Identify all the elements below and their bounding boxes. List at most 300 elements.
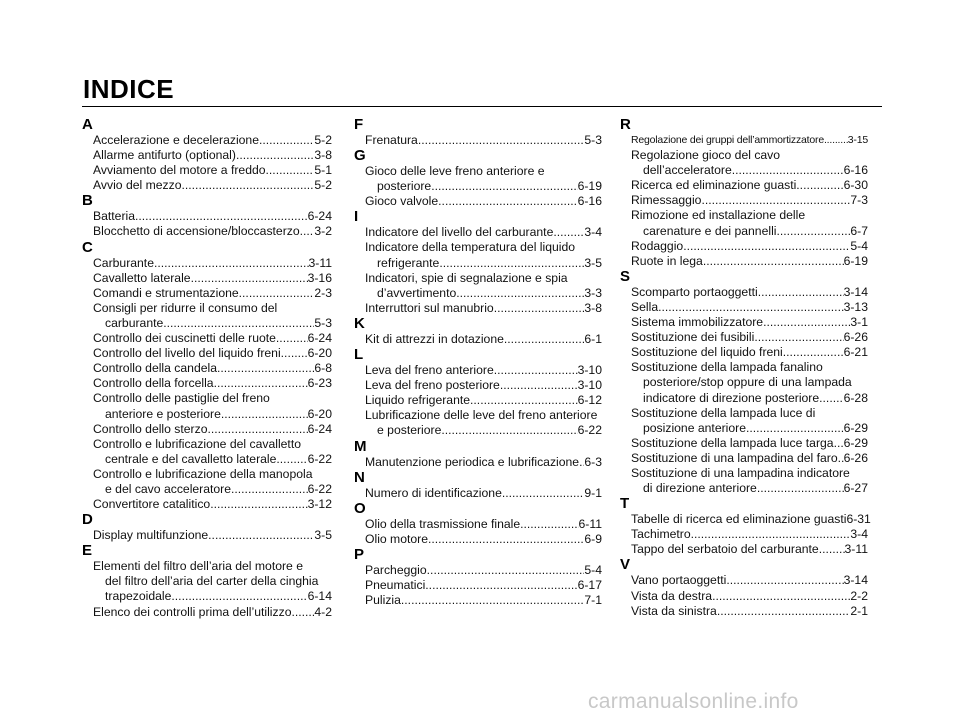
section-letter: F — [354, 116, 364, 133]
dot-leader — [239, 286, 315, 301]
index-entry — [354, 194, 604, 209]
page-ref: 6-16 — [843, 163, 868, 178]
page-ref: 6-14 — [307, 589, 332, 604]
page-ref: 3-2 — [314, 224, 332, 239]
dot-leader — [266, 163, 315, 178]
page-ref: 3-8 — [314, 148, 332, 163]
index-section — [354, 501, 604, 547]
page-ref: 3-16 — [307, 270, 332, 285]
page-ref: 5-3 — [584, 133, 602, 147]
page-ref: 3-1 — [850, 315, 868, 330]
dot-leader — [217, 361, 314, 376]
index-entry — [82, 467, 334, 497]
entry-text: carenature e dei pannelli — [643, 223, 777, 238]
index-entry — [82, 559, 334, 604]
index-section — [82, 512, 334, 543]
entry-text: Comandi e strumentazione — [93, 285, 239, 300]
index-entry — [354, 578, 604, 593]
page-ref: 6-21 — [843, 345, 868, 360]
index-column-2 — [354, 117, 604, 608]
index-entry — [620, 239, 870, 254]
index-section — [620, 496, 870, 557]
dot-leader — [171, 589, 307, 604]
index-entry — [354, 393, 604, 408]
page-ref: 3-15 — [847, 134, 868, 146]
index-section — [82, 193, 334, 239]
entry-text: refrigerante — [377, 255, 440, 270]
dot-leader — [494, 301, 585, 316]
entry-text: Interruttori sul manubrio — [365, 300, 494, 315]
entry-text: Vista da sinistra — [631, 603, 717, 618]
entry-text: Elenco dei controlli prima dell’utilizzo — [93, 604, 292, 619]
dot-leader — [758, 285, 844, 300]
entry-text: Lubrificazione delle leve del freno anteriore — [365, 408, 598, 423]
section-letter: S — [620, 267, 631, 285]
entry-text: Elementi del filtro dell’aria del motore e — [93, 559, 303, 574]
index-entry — [82, 376, 334, 391]
section-letter: C — [82, 238, 93, 256]
index-section — [82, 240, 334, 513]
index-entry — [82, 301, 334, 331]
page-ref: 6-20 — [307, 346, 332, 361]
entry-text: Ruote in lega — [631, 253, 703, 268]
index-entry — [82, 271, 334, 286]
entry-text: Controllo dei cuscinetti delle ruote — [93, 331, 276, 346]
index-entry — [82, 163, 334, 178]
index-entry — [620, 527, 870, 542]
index-section — [354, 316, 604, 347]
entry-text: posteriore/stop oppure di una lampada — [643, 375, 852, 390]
dot-leader — [776, 224, 850, 239]
entry-text: Rimessaggio — [631, 193, 702, 208]
index-entry — [82, 605, 334, 620]
entry-text: Batteria — [93, 209, 136, 224]
entry-text: Allarme antifurto (optional) — [93, 148, 236, 163]
entry-text: Manutenzione periodica e lubrificazione — [365, 454, 580, 469]
index-entry — [354, 332, 604, 347]
page-ref: 6-29 — [843, 435, 868, 450]
dot-leader — [520, 517, 578, 532]
index-entry — [620, 573, 870, 588]
index-entry — [620, 300, 870, 315]
index-entry — [354, 225, 604, 240]
index-entry — [620, 436, 870, 451]
index-entry — [354, 271, 604, 301]
entry-text: Indicatore del livello del carburante — [365, 225, 554, 240]
dot-leader — [757, 481, 844, 496]
index-entry — [354, 301, 604, 316]
entry-text: Cavalletto laterale — [93, 270, 191, 285]
page-ref: 6-3 — [584, 454, 602, 469]
index-entry — [82, 148, 334, 163]
index-entry — [620, 512, 870, 527]
index-entry — [620, 451, 870, 466]
entry-text: Controllo del livello del liquido freni — [93, 346, 281, 361]
index-entry — [620, 193, 870, 208]
entry-text: Consigli per ridurre il consumo del — [93, 300, 278, 315]
section-letter: K — [354, 314, 365, 332]
page-ref: 6-29 — [843, 420, 868, 435]
section-letter: I — [354, 208, 359, 226]
section-letter: O — [354, 499, 366, 517]
watermark: carmanualsonline.info — [588, 690, 799, 713]
dot-leader — [456, 286, 584, 301]
dot-leader — [553, 225, 584, 240]
page-ref: 6-20 — [307, 406, 332, 421]
entry-text: e del cavo acceleratore — [105, 481, 232, 496]
page-ref: 5-2 — [314, 133, 332, 147]
entry-text: Accelerazione e decelerazione — [93, 133, 259, 147]
index-section — [620, 117, 870, 269]
entry-text: Sistema immobilizzatore — [631, 315, 764, 330]
index-section — [354, 117, 604, 148]
entry-text: Regolazione gioco del cavo — [631, 148, 781, 163]
page-ref: 6-8 — [314, 361, 332, 376]
page-ref: 6-16 — [577, 194, 602, 209]
dot-leader — [425, 578, 577, 593]
index-entry — [620, 345, 870, 360]
dot-leader — [221, 407, 308, 422]
entry-text: Controllo della candela — [93, 361, 217, 376]
page-ref: 6-19 — [843, 253, 868, 268]
entry-text: Leva del freno anteriore — [365, 363, 494, 378]
page-ref: 5-3 — [314, 315, 332, 330]
entry-text: Display multifunzione — [93, 528, 209, 543]
page-ref: 6-17 — [577, 577, 602, 592]
page-ref: 2-1 — [850, 603, 868, 618]
index-entry — [82, 528, 334, 543]
index-section — [82, 543, 334, 619]
index-entry — [620, 148, 870, 178]
page-ref: 3-12 — [307, 497, 332, 512]
dot-leader — [428, 532, 584, 547]
page-ref: 7-1 — [584, 593, 602, 608]
dot-leader — [207, 422, 307, 437]
section-letter: R — [620, 116, 631, 133]
section-letter: L — [354, 346, 364, 364]
page-ref: 6-12 — [577, 393, 602, 408]
dot-leader — [438, 194, 577, 209]
index-section — [354, 547, 604, 608]
entry-text: Sella — [631, 299, 659, 314]
entry-text: centrale e del cavalletto laterale — [105, 451, 277, 466]
entry-text: Gioco valvole — [365, 194, 439, 209]
page-ref: 3-14 — [843, 284, 868, 299]
entry-text: Sostituzione della lampada luce targa — [631, 435, 834, 450]
dot-leader — [427, 563, 585, 578]
page-ref: 3-5 — [314, 528, 332, 543]
entry-text: indicatore di direzione posteriore — [643, 390, 820, 405]
title-divider — [82, 106, 882, 107]
entry-text: Olio motore — [365, 531, 428, 546]
section-letter: P — [354, 545, 365, 563]
section-letter: D — [82, 511, 93, 529]
index-entry — [620, 406, 870, 436]
page-ref: 6-7 — [850, 223, 868, 238]
dot-leader — [732, 163, 844, 178]
index-entry — [620, 466, 870, 496]
section-letter: G — [354, 147, 366, 165]
dot-leader — [259, 133, 314, 148]
dot-leader — [135, 209, 308, 224]
page-ref: 3-13 — [843, 299, 868, 314]
index-entry — [354, 164, 604, 194]
index-entry — [354, 593, 604, 608]
entry-text: Liquido refrigerante — [365, 393, 471, 408]
index-entry — [354, 240, 604, 270]
page-ref: 6-22 — [307, 481, 332, 496]
entry-text: trapezoidale — [105, 589, 172, 604]
index-section — [620, 269, 870, 496]
dot-leader — [703, 254, 844, 269]
page-ref: 6-1 — [584, 331, 602, 346]
section-letter: B — [82, 192, 93, 210]
section-letter: E — [82, 542, 93, 560]
dot-leader — [276, 331, 308, 346]
entry-text: Controllo dello sterzo — [93, 421, 208, 436]
entry-text: Rodaggio — [631, 238, 684, 253]
page-ref: 6-24 — [307, 209, 332, 224]
dot-leader — [236, 148, 314, 163]
page-ref: 6-26 — [843, 330, 868, 345]
index-entry — [354, 378, 604, 393]
dot-leader — [746, 421, 844, 436]
dot-leader — [231, 482, 308, 497]
entry-text: di direzione anteriore — [643, 481, 757, 496]
page-ref: 6-24 — [307, 421, 332, 436]
index-section — [354, 439, 604, 470]
index-entry — [354, 517, 604, 532]
page-ref: 6-22 — [307, 451, 332, 466]
index-entry — [620, 315, 870, 330]
index-entry — [620, 604, 870, 619]
dot-leader — [824, 133, 848, 148]
dot-leader — [470, 393, 578, 408]
index-section — [354, 148, 604, 209]
dot-leader — [401, 593, 584, 608]
index-section — [354, 347, 604, 438]
page-ref: 3-11 — [308, 255, 332, 270]
entry-text: Controllo delle pastiglie del freno — [93, 391, 270, 406]
index-entry — [620, 589, 870, 604]
dot-leader — [834, 436, 844, 451]
index-entry — [82, 209, 334, 224]
dot-leader — [210, 497, 307, 512]
entry-text: Controllo e lubrificazione del cavalletto — [93, 436, 301, 451]
dot-leader — [439, 256, 584, 271]
entry-text: Tabelle di ricerca ed eliminazione guasti — [631, 512, 847, 527]
index-entry — [82, 346, 334, 361]
page-title: INDICE — [83, 74, 175, 104]
index-entry — [620, 285, 870, 300]
dot-leader — [208, 528, 314, 543]
dot-leader — [754, 330, 843, 345]
dot-leader — [691, 527, 851, 542]
dot-leader — [717, 604, 851, 619]
index-section — [354, 209, 604, 316]
entry-text: e posteriore — [377, 423, 442, 438]
entry-text: Kit di attrezzi in dotazione — [365, 331, 504, 346]
dot-leader — [819, 542, 845, 557]
index-entry — [354, 133, 604, 148]
page-ref: 3-11 — [844, 542, 868, 557]
index-entry — [354, 532, 604, 547]
dot-leader — [441, 423, 577, 438]
entry-text: Leva del freno posteriore — [365, 378, 500, 393]
index-entry — [620, 542, 870, 557]
page-ref: 6-30 — [843, 178, 868, 193]
entry-text: Pulizia — [365, 593, 401, 608]
page-ref: 2-2 — [850, 588, 868, 603]
dot-leader — [658, 300, 843, 315]
dot-leader — [502, 486, 585, 501]
entry-text: Avvio del mezzo — [93, 178, 182, 193]
section-letter: A — [82, 116, 93, 133]
page-ref: 6-26 — [843, 450, 868, 465]
page-ref: 3-10 — [577, 363, 602, 378]
index-entry — [620, 208, 870, 238]
index-entry — [82, 331, 334, 346]
page-ref: 6-23 — [307, 376, 332, 391]
index-entry — [82, 178, 334, 193]
entry-text: anteriore e posteriore — [105, 406, 221, 421]
page-ref: 6-22 — [577, 423, 602, 438]
entry-text: Scomparto portaoggetti — [631, 284, 758, 299]
entry-text: Sostituzione dei fusibili — [631, 330, 755, 345]
entry-text: Controllo della forcella — [93, 376, 214, 391]
index-entry — [82, 497, 334, 512]
dot-leader — [726, 573, 843, 588]
entry-text: Ricerca ed eliminazione guasti — [631, 178, 797, 193]
entry-text: Rimozione ed installazione delle — [631, 208, 806, 223]
page-ref: 5-4 — [850, 238, 868, 253]
section-letter: N — [354, 468, 365, 486]
entry-text: Tappo del serbatoio del carburante — [631, 542, 819, 557]
entry-text: carburante — [105, 315, 164, 330]
section-letter: V — [620, 556, 631, 574]
dot-leader — [163, 316, 314, 331]
entry-text: Sostituzione della lampada luce di — [631, 405, 816, 420]
entry-text: Avviamento del motore a freddo — [93, 163, 266, 178]
index-entry — [354, 563, 604, 578]
index-entry — [620, 330, 870, 345]
index-entry — [354, 486, 604, 501]
entry-text: Frenatura — [365, 133, 418, 147]
index-entry — [82, 361, 334, 376]
entry-text: Indicatore della temperatura del liquido — [365, 240, 576, 255]
entry-text: Sostituzione della lampada fanalino — [631, 360, 823, 375]
dot-leader — [154, 256, 309, 271]
dot-leader — [504, 332, 584, 347]
entry-text: Parcheggio — [365, 562, 427, 577]
entry-text: Numero di identificazione — [365, 485, 502, 500]
page-ref: 3-5 — [584, 255, 602, 270]
entry-text: Convertitore catalitico — [93, 497, 211, 512]
entry-text: Indicatori, spie di segnalazione e spia — [365, 270, 568, 285]
entry-text: Gioco delle leve freno anteriore e — [365, 164, 545, 179]
page-ref: 6-31 — [846, 512, 871, 527]
dot-leader — [281, 346, 308, 361]
dot-leader — [819, 391, 843, 406]
index-entry — [82, 437, 334, 467]
entry-text: posteriore — [377, 179, 432, 194]
index-entry — [82, 224, 334, 239]
entry-text: Vano portaoggetti — [631, 573, 727, 588]
page-ref: 5-2 — [314, 178, 332, 193]
page-ref: 5-1 — [314, 163, 332, 178]
dot-leader — [191, 271, 308, 286]
index-entry — [354, 455, 604, 470]
page-ref: 4-2 — [314, 604, 332, 619]
dot-leader — [683, 239, 850, 254]
entry-text: Vista da destra — [631, 588, 713, 603]
index-entry — [620, 254, 870, 269]
dot-leader — [701, 193, 850, 208]
dot-leader — [494, 363, 578, 378]
page-ref: 3-10 — [577, 378, 602, 393]
page-ref: 6-24 — [307, 331, 332, 346]
page-ref: 6-11 — [578, 516, 602, 531]
page-ref: 6-19 — [577, 179, 602, 194]
dot-leader — [276, 452, 307, 467]
dot-leader — [431, 179, 577, 194]
page-ref: 2-3 — [314, 285, 332, 300]
index-entry — [354, 363, 604, 378]
entry-text: Blocchetto di accensione/bloccasterzo — [93, 224, 300, 239]
dot-leader — [796, 178, 843, 193]
page-ref: 9-1 — [584, 485, 602, 500]
index-entry — [82, 256, 334, 271]
entry-text: posizione anteriore — [643, 420, 746, 435]
entry-text: Carburante — [93, 255, 154, 270]
entry-text: Sostituzione di una lampadina del faro — [631, 450, 838, 465]
index-section — [82, 117, 334, 193]
page-ref: 3-4 — [850, 527, 868, 542]
entry-text: Regolazione dei gruppi dell’ammortizzatore — [631, 134, 824, 146]
page-ref: 6-9 — [584, 531, 602, 546]
index-entry — [82, 133, 334, 148]
dot-leader — [763, 315, 850, 330]
dot-leader — [783, 345, 844, 360]
index-entry — [354, 408, 604, 438]
section-letter: T — [620, 495, 630, 513]
entry-text: dell’acceleratore — [643, 163, 732, 178]
section-letter: M — [354, 437, 367, 455]
dot-leader — [182, 178, 315, 193]
page-ref: 6-27 — [843, 481, 868, 496]
dot-leader — [500, 378, 578, 393]
page-ref: 7-3 — [850, 193, 868, 208]
entry-text: Tachimetro — [631, 527, 691, 542]
entry-text: Controllo e lubrificazione della manopola — [93, 466, 313, 481]
index-column-3 — [620, 117, 870, 619]
index-entry — [82, 422, 334, 437]
dot-leader — [291, 605, 314, 620]
entry-text: Pneumatici — [365, 577, 426, 592]
dot-leader — [214, 376, 308, 391]
entry-text: Sostituzione di una lampadina indicatore — [631, 465, 850, 480]
dot-leader — [418, 133, 585, 148]
index-entry — [620, 133, 870, 148]
dot-leader — [300, 224, 315, 239]
page-ref: 3-8 — [584, 300, 602, 315]
index-section — [354, 470, 604, 501]
index-section — [620, 557, 870, 618]
page-ref: 3-3 — [584, 285, 602, 300]
page-ref: 3-4 — [584, 225, 602, 240]
entry-text: del filtro dell’aria del carter della cinghia — [105, 574, 319, 589]
entry-text: Sostituzione del liquido freni — [631, 345, 783, 360]
